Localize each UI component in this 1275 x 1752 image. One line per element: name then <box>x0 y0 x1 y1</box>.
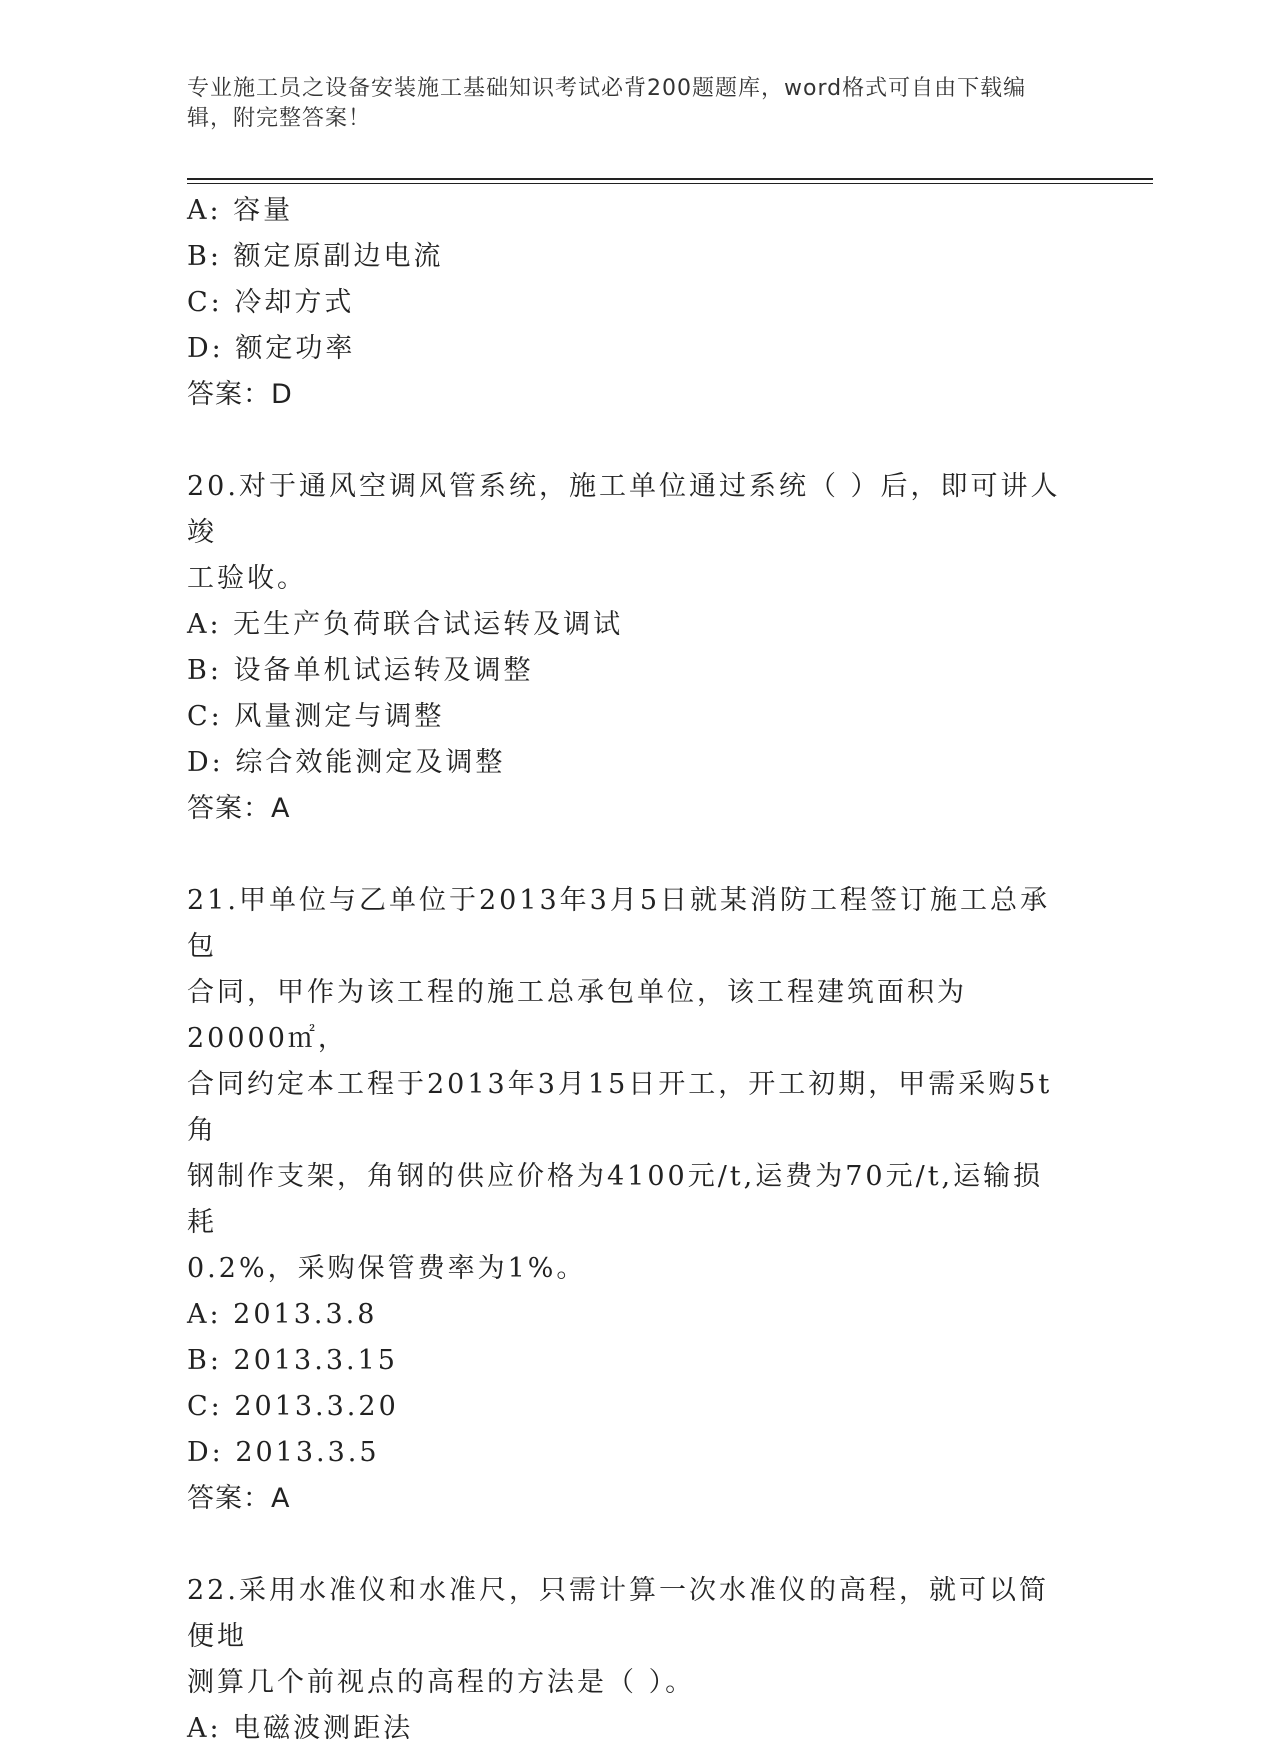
page-title: 专业施工员之设备安装施工基础知识考试必背200题题库，word格式可自由下载编辑，附完整答案！ <box>187 76 1027 131</box>
option-a: A: 无生产负荷联合试运转及调试 <box>187 609 624 640</box>
question-stem-line: 钢制作支架，角钢的供应价格为4100元/t,运费为70元/t,运输损耗 <box>187 1161 1044 1238</box>
answer-line: 答案：A <box>187 793 291 824</box>
document-body <box>187 188 1067 1752</box>
option-a: A: 容量 <box>187 195 294 226</box>
spacer <box>187 1522 1067 1568</box>
question-stem-line: 测算几个前视点的高程的方法是（ ）。 <box>187 1667 696 1698</box>
question-stem-line: 工验收。 <box>187 563 307 594</box>
option-b: B: 额定原副边电流 <box>187 241 444 272</box>
question-stem-line: 20.对于通风空调风管系统，施工单位通过系统（ ）后，即可讲人竣 <box>187 471 1061 548</box>
question-stem-line: 21.甲单位与乙单位于2013年3月5日就某消防工程签订施工总承包 <box>187 885 1051 962</box>
question-block <box>187 188 1067 418</box>
option-c: C: 2013.3.20 <box>187 1391 399 1422</box>
answer-line: 答案：A <box>187 1483 291 1514</box>
question-block <box>187 1568 1067 1752</box>
question-stem-line: 0.2%，采购保管费率为1%。 <box>187 1253 587 1284</box>
header-divider <box>187 178 1153 180</box>
option-c: C: 风量测定与调整 <box>187 701 445 732</box>
header-divider-thin <box>187 183 1153 184</box>
option-c: C: 冷却方式 <box>187 287 355 318</box>
option-d: D: 2013.3.5 <box>187 1437 380 1468</box>
spacer <box>187 418 1067 464</box>
option-a: A: 2013.3.8 <box>187 1299 378 1330</box>
question-stem-line: 合同，甲作为该工程的施工总承包单位，该工程建筑面积为20000㎡， <box>187 977 967 1054</box>
question-stem-line: 22.采用水准仪和水准尺，只需计算一次水准仪的高程，就可以简便地 <box>187 1575 1049 1652</box>
option-d: D: 额定功率 <box>187 333 356 364</box>
option-d: D: 综合效能测定及调整 <box>187 747 506 778</box>
option-a: A: 电磁波测距法 <box>187 1713 414 1744</box>
spacer <box>187 832 1067 878</box>
page-header <box>187 74 1067 134</box>
question-block <box>187 878 1067 1522</box>
answer-line: 答案：D <box>187 379 293 410</box>
question-stem-line: 合同约定本工程于2013年3月15日开工，开工初期，甲需采购5t角 <box>187 1069 1053 1146</box>
option-b: B: 设备单机试运转及调整 <box>187 655 534 686</box>
question-block <box>187 464 1067 832</box>
option-b: B: 2013.3.15 <box>187 1345 398 1376</box>
